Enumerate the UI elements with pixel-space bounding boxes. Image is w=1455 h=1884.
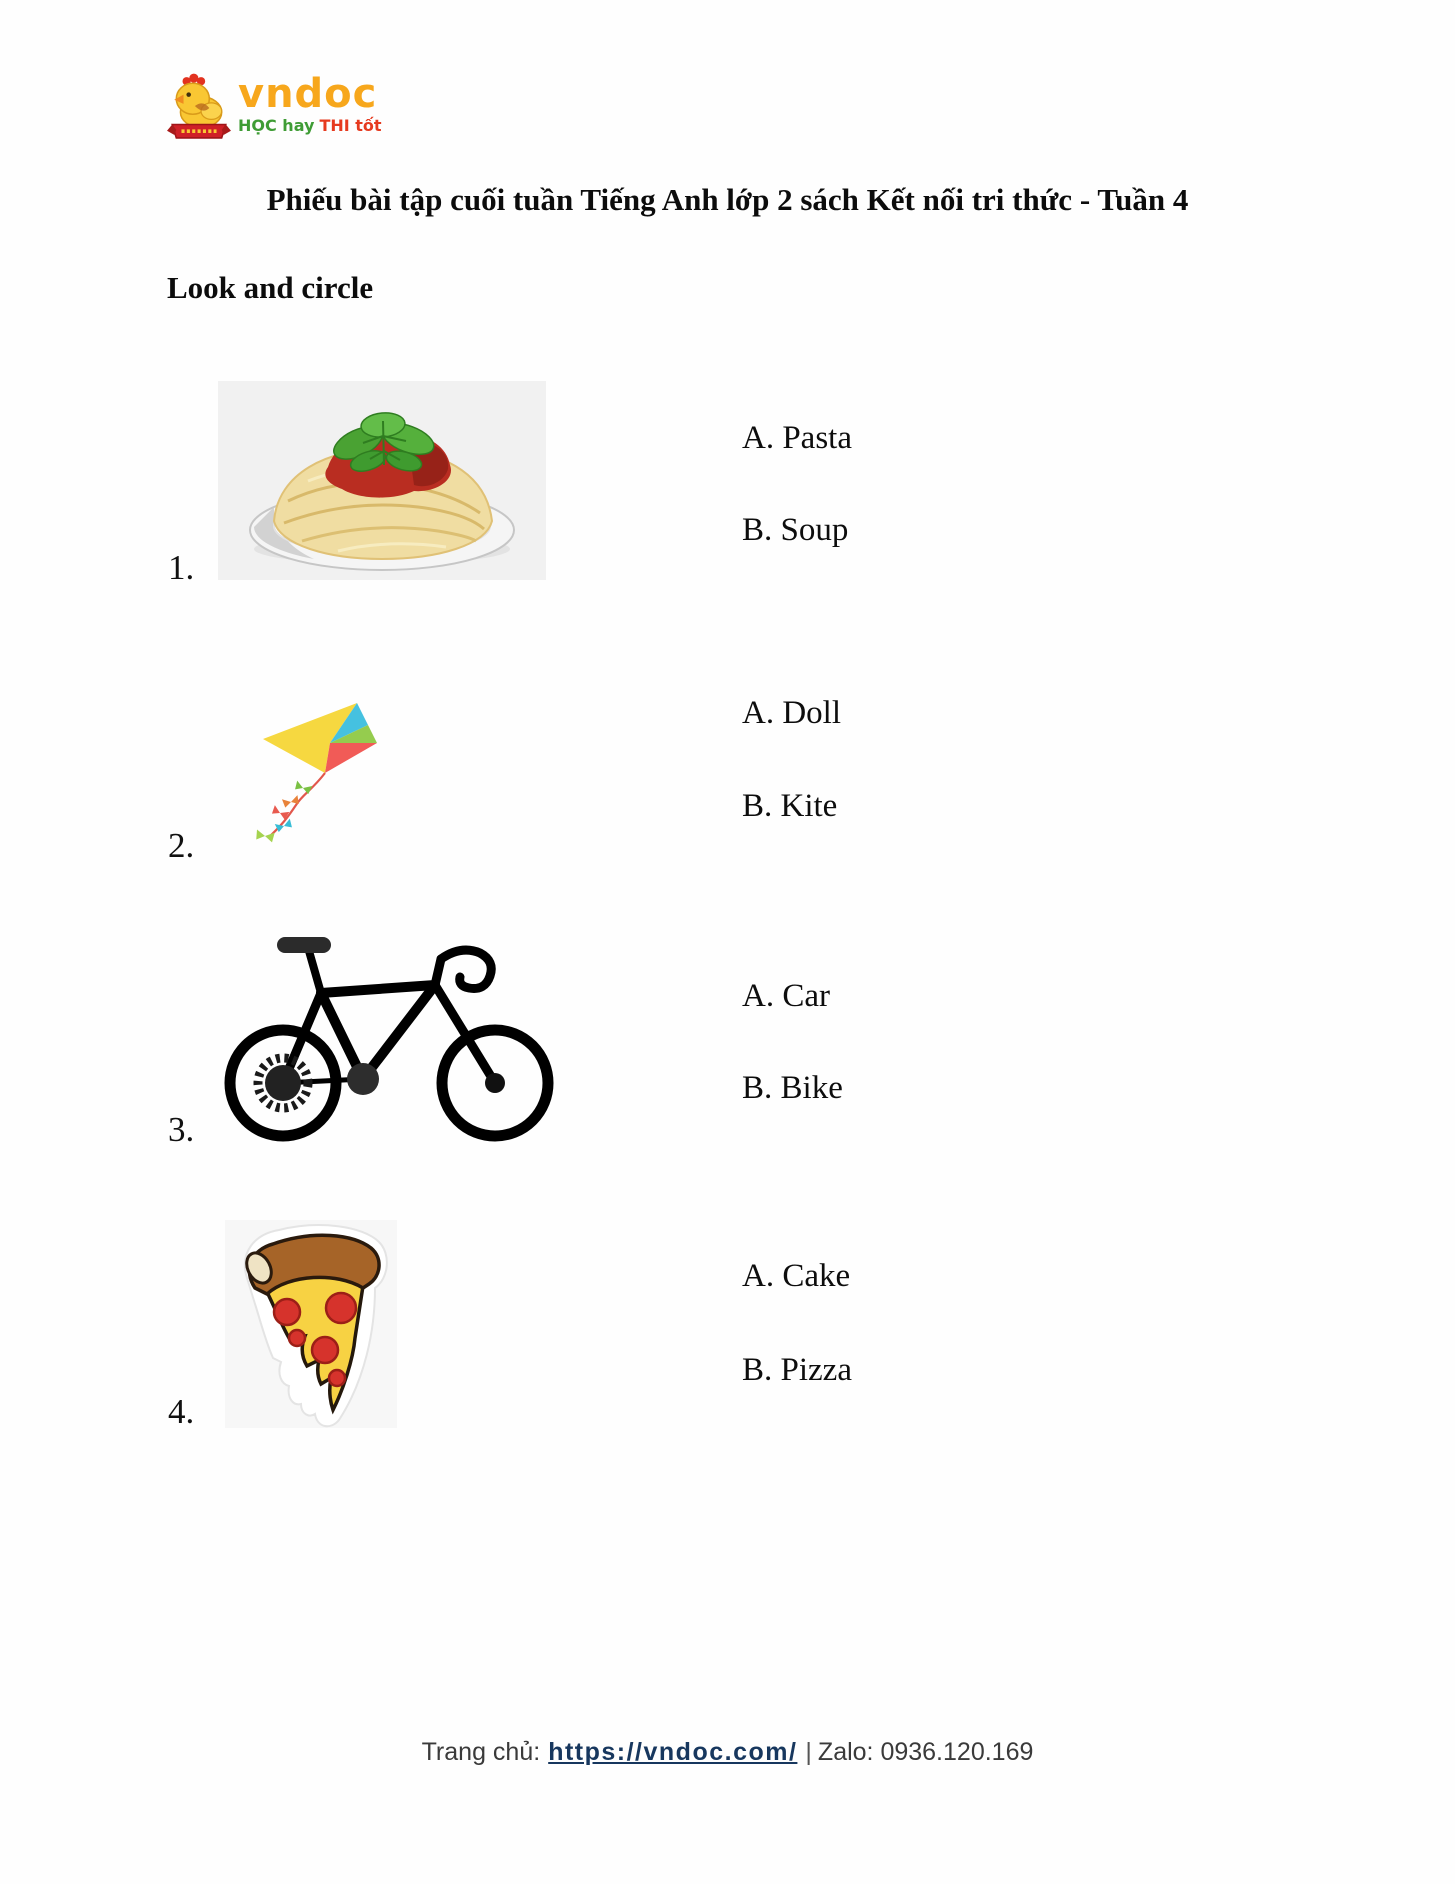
question-1-option-a: A. Pasta	[742, 420, 852, 456]
page-footer	[0, 1738, 1455, 1767]
footer-home-label: Trang chủ:	[421, 1738, 541, 1766]
question-4-image	[225, 1220, 397, 1428]
question-4-number: 4.	[168, 1392, 195, 1431]
question-1-option-b: B. Soup	[742, 512, 849, 548]
vndoc-logo	[166, 72, 382, 142]
tagline-red: THI tốt	[319, 116, 382, 135]
footer-zalo: Zalo: 0936.120.169	[817, 1738, 1034, 1766]
question-4-option-a: A. Cake	[742, 1258, 851, 1294]
kite-icon	[240, 686, 405, 853]
page-title: Phiếu bài tập cuối tuần Tiếng Anh lớp 2 sách Kết nối tri thức - Tuần 4	[266, 182, 1189, 217]
logo-text	[238, 72, 382, 135]
question-2-number: 2.	[168, 826, 195, 865]
footer-separator: |	[805, 1738, 812, 1766]
question-3-option-a: A. Car	[742, 978, 830, 1014]
logo-tagline	[238, 116, 382, 135]
question-2-option-a: A. Doll	[742, 695, 841, 731]
question-4-option-b: B. Pizza	[742, 1352, 852, 1388]
bicycle-icon	[217, 935, 562, 1150]
question-1-number: 1.	[168, 548, 195, 587]
question-3-image	[217, 935, 562, 1150]
pasta-plate-icon	[218, 381, 546, 580]
kite-tail-bows	[255, 781, 312, 843]
question-3-number: 3.	[168, 1110, 195, 1149]
question-2-option-b: B. Kite	[742, 788, 838, 824]
question-3-option-b: B. Bike	[742, 1070, 843, 1106]
question-2-image	[240, 686, 405, 853]
question-1-image	[218, 381, 546, 580]
tagline-green: HỌC hay	[238, 116, 315, 135]
pizza-slice-icon	[225, 1220, 397, 1428]
brand-name: vndoc	[238, 71, 378, 117]
chicken-mascot-icon	[166, 72, 232, 142]
section-heading: Look and circle	[167, 270, 374, 305]
footer-home-link[interactable]: https://vndoc.com/	[548, 1738, 798, 1766]
